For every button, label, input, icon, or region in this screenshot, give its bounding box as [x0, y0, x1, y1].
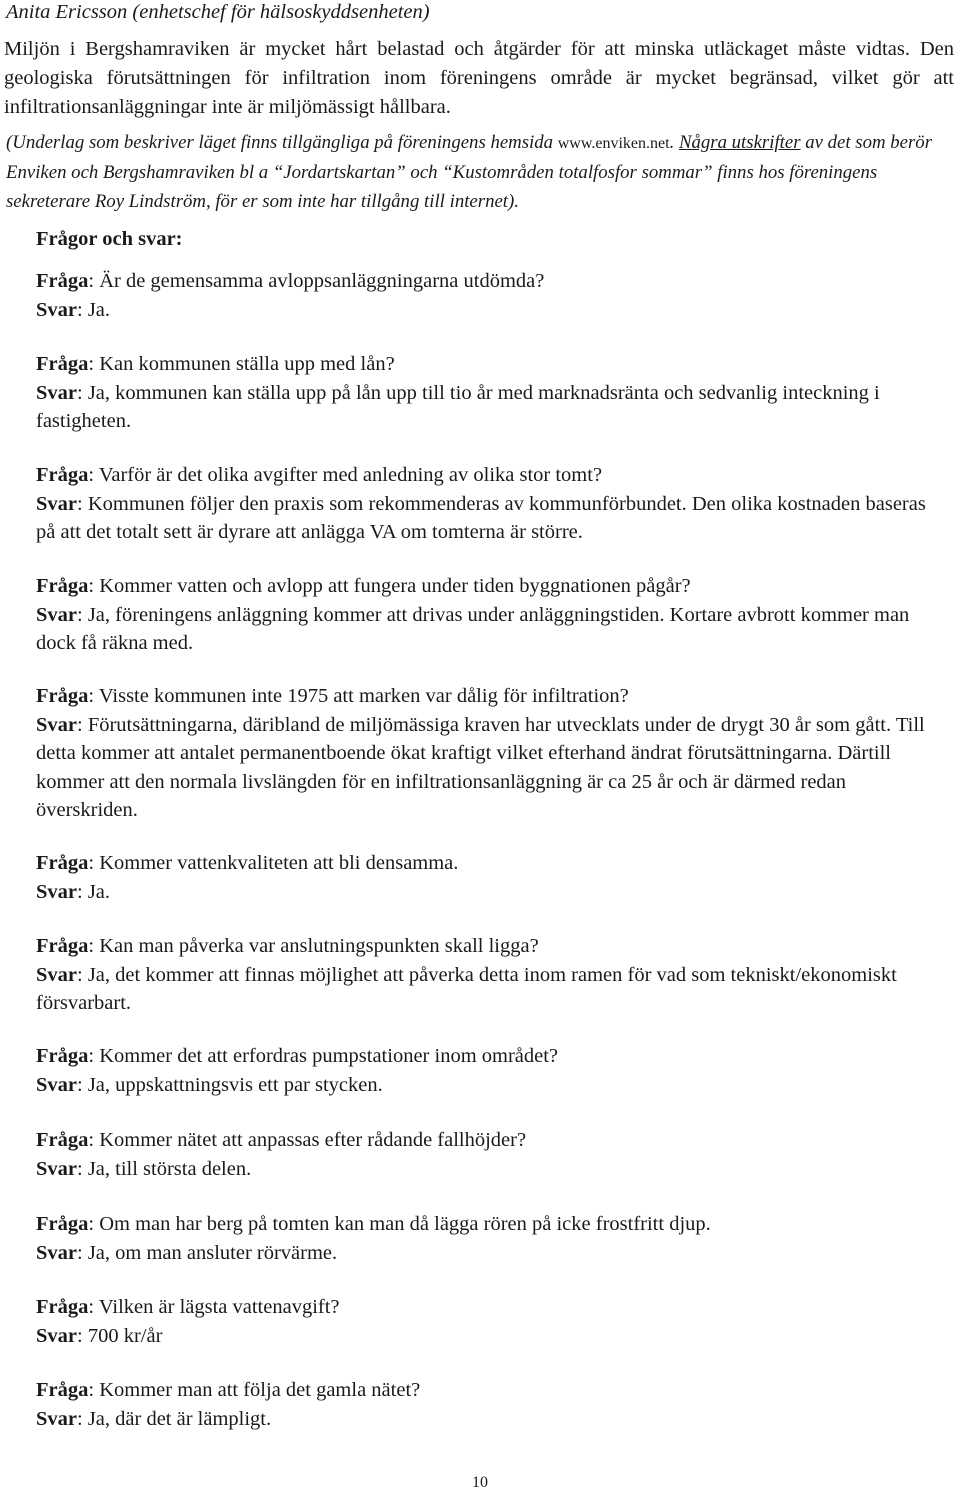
question-label: Fråga — [36, 1213, 89, 1235]
question-label: Fråga — [36, 575, 89, 597]
answer-text: : Ja. — [77, 880, 111, 903]
question — [36, 1126, 942, 1155]
qa-item-1 — [36, 267, 942, 324]
qa-item-5 — [36, 682, 942, 825]
answer-label: Svar — [36, 298, 77, 321]
qa-item-11 — [36, 1293, 942, 1350]
intro-paragraph: Miljön i Bergshamraviken är mycket hårt belastad och åtgärder för att minska utläckaget måste vidtas. Den geologiska förutsättningen för infiltration inom föreningens område är mycket begränsad, vilket gör att infiltrationsanläggningar inte är miljömässigt hållbara. — [4, 38, 954, 118]
question-text: : Visste kommunen inte 1975 att marken var dålig för infiltration? — [88, 685, 629, 707]
answer-text: : Ja. — [77, 298, 111, 321]
answer-label: Svar — [36, 963, 77, 986]
qa-item-10 — [36, 1210, 942, 1267]
answer-label: Svar — [36, 1241, 77, 1264]
question-text: : Om man har berg på tomten kan man då lägga rören på icke frostfritt djup. — [88, 1213, 711, 1235]
qa-title: Frågor och svar: — [36, 228, 183, 250]
question-label: Fråga — [36, 353, 89, 375]
question-text: : Kommer man att följa det gamla nätet? — [88, 1379, 421, 1401]
answer-text: : Förutsättningarna, däribland de miljömässiga kraven har utvecklats under de drygt 30 år som gått. Till detta kommer att antalet permanentboende ökat kraftigt vilket efterhand ändrat förutsättningarna. Därtill kommer att den normala livslängden för en infiltrationsanläggning är ca 25 år och är därmed redan överskriden. — [36, 713, 925, 821]
question-text: : Är de gemensamma avloppsanläggningarna utdömda? — [88, 270, 545, 292]
qa-item-3 — [36, 461, 942, 547]
question-text: : Kommer nätet att anpassas efter rådande fallhöjder? — [88, 1129, 527, 1151]
answer-label: Svar — [36, 1324, 77, 1347]
note-underlined: Några utskrifter — [678, 132, 801, 153]
question — [36, 350, 942, 379]
qa-item-4 — [36, 572, 942, 658]
note-text-3: av det som berör Enviken och Bergshamraviken bl a “Jordartskartan” och “Kustområden totalfosfor sommar” finns hos föreningens sekreterare Roy Lindström, för er som inte har tillgång till internet). — [6, 132, 932, 212]
answer-text: : Ja, om man ansluter rörvärme. — [77, 1241, 338, 1264]
answer-text: : Ja, kommunen kan ställa upp på lån upp till tio år med marknadsränta och sedvanlig inteckning i fastigheten. — [36, 381, 880, 432]
question-label: Fråga — [36, 935, 89, 957]
answer-label: Svar — [36, 492, 77, 515]
qa-item-7 — [36, 932, 942, 1018]
question-text: : Vilken är lägsta vattenavgift? — [88, 1296, 340, 1318]
question — [36, 1210, 942, 1239]
note-text-1: (Underlag som beskriver läget finns tillgängliga på föreningens hemsida — [6, 132, 558, 153]
answer — [36, 1155, 942, 1184]
question — [36, 267, 942, 296]
answer — [36, 1405, 942, 1434]
question-text: : Kommer det att erfordras pumpstationer inom området? — [88, 1045, 559, 1067]
question-label: Fråga — [36, 852, 89, 874]
answer-text: : 700 kr/år — [77, 1324, 163, 1347]
answer-text: : Ja, där det är lämpligt. — [77, 1407, 272, 1430]
answer — [36, 379, 942, 436]
answer-label: Svar — [36, 1157, 77, 1180]
question-label: Fråga — [36, 1379, 89, 1401]
question-text: : Kommer vatten och avlopp att fungera under tiden byggnationen pågår? — [88, 575, 691, 597]
question-text: : Kan man påverka var anslutningspunkten skall ligga? — [88, 935, 539, 957]
question-text: : Kan kommunen ställa upp med lån? — [88, 353, 395, 375]
answer — [36, 1322, 942, 1351]
question — [36, 572, 942, 601]
answer-text: : Ja, det kommer att finnas möjlighet att påverka detta inom ramen för vad som tekniskt/ekonomiskt försvarbart. — [36, 963, 897, 1014]
question-label: Fråga — [36, 685, 89, 707]
qa-item-8 — [36, 1042, 942, 1099]
answer-text: : Ja, föreningens anläggning kommer att drivas under anläggningstiden. Kortare avbrott kommer man dock få räkna med. — [36, 603, 910, 654]
answer-text: : Ja, uppskattningsvis ett par stycken. — [77, 1073, 383, 1096]
question — [36, 1042, 942, 1071]
answer-label: Svar — [36, 1407, 77, 1430]
question-label: Fråga — [36, 464, 89, 486]
note-text-2: . — [669, 132, 679, 153]
answer-label: Svar — [36, 603, 77, 626]
answer — [36, 711, 942, 825]
qa-item-12 — [36, 1376, 942, 1433]
question — [36, 461, 942, 490]
answer — [36, 1071, 942, 1100]
answer — [36, 490, 942, 547]
question-label: Fråga — [36, 1129, 89, 1151]
qa-item-2 — [36, 350, 942, 436]
answer-text: : Ja, till största delen. — [77, 1157, 252, 1180]
question — [36, 682, 942, 711]
answer-text: : Kommunen följer den praxis som rekommenderas av kommunförbundet. Den olika kostnaden baseras på att det totalt sett är dyrare att anlägga VA om tomterna är större. — [36, 492, 926, 543]
question — [36, 849, 942, 878]
answer-label: Svar — [36, 713, 77, 736]
answer — [36, 878, 942, 907]
answer-label: Svar — [36, 880, 77, 903]
website-link[interactable]: www.enviken.net — [557, 135, 670, 152]
qa-item-6 — [36, 849, 942, 906]
question-label: Fråga — [36, 1296, 89, 1318]
answer — [36, 961, 942, 1018]
question-label: Fråga — [36, 1045, 89, 1067]
question — [36, 1376, 942, 1405]
question-text: : Kommer vattenkvaliteten att bli densamma. — [88, 852, 459, 874]
answer — [36, 1239, 942, 1268]
question-label: Fråga — [36, 270, 89, 292]
question — [36, 1293, 942, 1322]
answer — [36, 601, 942, 658]
qa-item-9 — [36, 1126, 942, 1183]
page-number: 10 — [472, 1474, 488, 1491]
answer-label: Svar — [36, 381, 77, 404]
section-heading: Anita Ericsson (enhetschef för hälsoskyddsenheten) — [6, 1, 430, 23]
question — [36, 932, 942, 961]
answer — [36, 296, 942, 325]
question-text: : Varför är det olika avgifter med anledning av olika stor tomt? — [88, 464, 603, 486]
reference-note — [6, 128, 952, 216]
answer-label: Svar — [36, 1073, 77, 1096]
